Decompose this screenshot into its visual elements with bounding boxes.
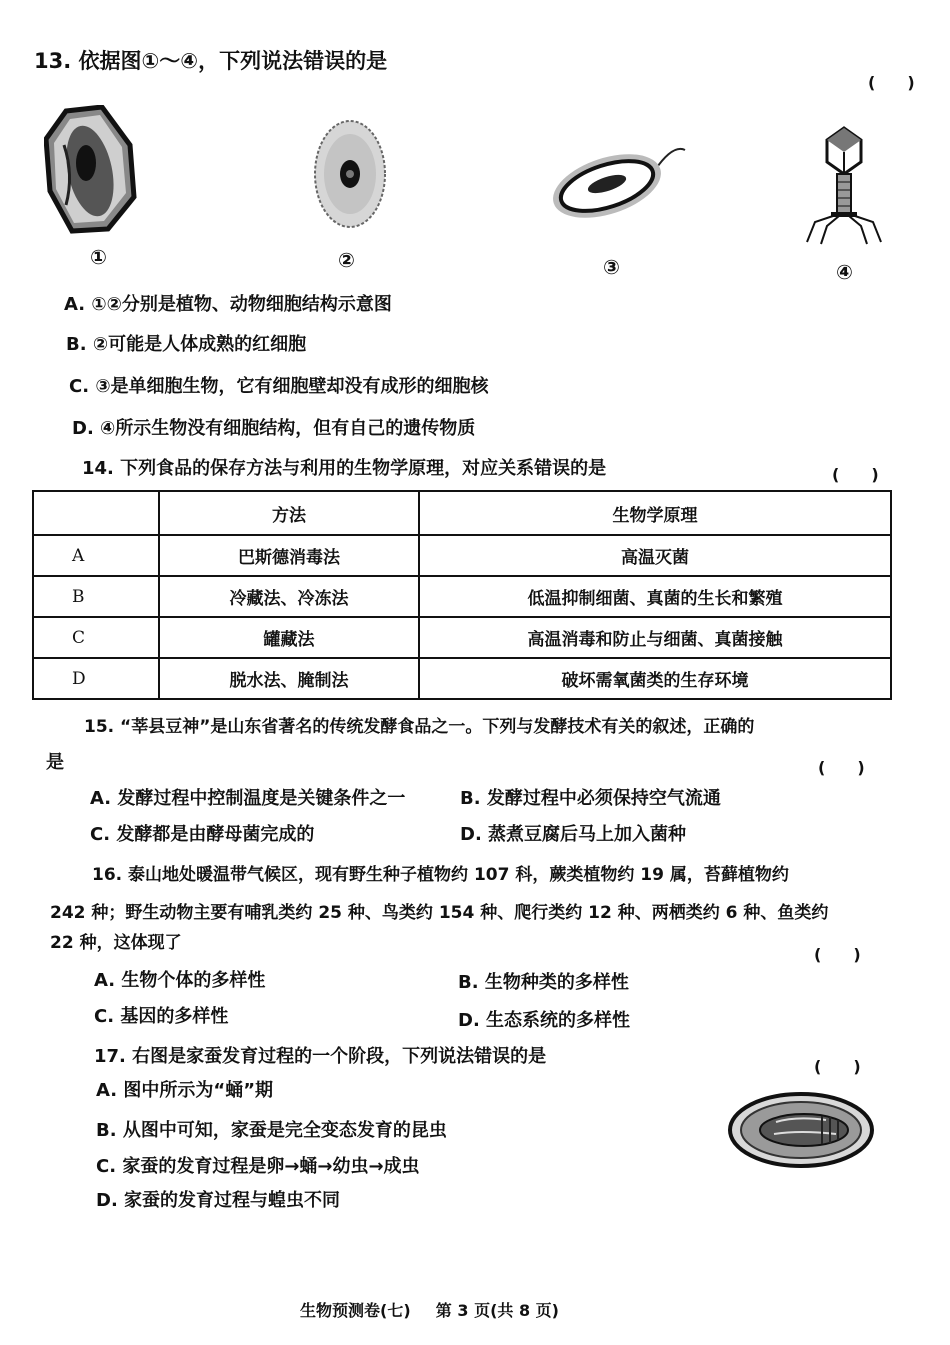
table-row [33,617,891,658]
q15-option-c: C. 发酵都是由酵母菌完成的 [90,824,315,845]
q16-option-b: B. 生物种类的多样性 [458,972,629,993]
preservation-table [32,490,892,700]
table-cell-key: A [33,535,159,576]
q15-answer-paren: ( ) [818,758,865,777]
q17-option-d: D. 家蚕的发育过程与蝗虫不同 [96,1190,341,1211]
table-cell-method: 脱水法、腌制法 [159,658,419,699]
table-header-method: 方法 [159,491,419,535]
footer-title: 生物预测卷(七) [300,1301,411,1320]
table-cell-key: C [33,617,159,658]
q17-option-c: C. 家蚕的发育过程是卵→蛹→幼虫→成虫 [96,1156,420,1177]
q17-stem: 17. 右图是家蚕发育过程的一个阶段，下列说法错误的是 [94,1046,547,1067]
table-cell-principle: 破坏需氧菌类的生存环境 [419,658,891,699]
footer-page-number: 第 3 页(共 8 页) [435,1301,559,1320]
q16-option-d: D. 生态系统的多样性 [458,1010,631,1031]
q15-option-b: B. 发酵过程中必须保持空气流通 [460,788,721,809]
q15-option-d: D. 蒸煮豆腐后马上加入菌种 [460,824,687,845]
page-footer [300,1298,559,1321]
q17-answer-paren: ( ) [814,1057,861,1076]
table-row [33,658,891,699]
q15-stem-line-2: 是 [46,752,64,773]
q16-option-c: C. 基因的多样性 [94,1006,229,1027]
q16-stem-line-1: 16. 泰山地处暖温带气候区，现有野生种子植物约 107 科，蕨类植物约 19 属，苔藓植物约 [92,865,789,885]
table-header-row [33,491,891,535]
q16-answer-paren: ( ) [814,945,861,964]
q17-option-b: B. 从图中可知，家蚕是完全变态发育的昆虫 [96,1120,447,1141]
q14-answer-paren: ( ) [832,465,879,484]
table-cell-method: 冷藏法、冷冻法 [159,576,419,617]
plant-cell-figure [44,105,140,235]
q16-stem-line-3: 22 种，这体现了 [50,933,182,953]
table-row [33,576,891,617]
figure-label-1: ① [90,245,107,269]
silkworm-pupa-figure [726,1090,876,1170]
q13-option-b: B. ②可能是人体成熟的红细胞 [66,334,307,355]
table-cell-method: 罐藏法 [159,617,419,658]
q13-option-a: A. ①②分别是植物、动物细胞结构示意图 [64,294,392,315]
table-header-principle: 生物学原理 [419,491,891,535]
table-cell-principle: 高温灭菌 [419,535,891,576]
table-cell-method: 巴斯德消毒法 [159,535,419,576]
q16-option-a: A. 生物个体的多样性 [94,970,266,991]
q14-stem: 14. 下列食品的保存方法与利用的生物学原理，对应关系错误的是 [82,458,607,479]
table-cell-principle: 低温抑制细菌、真菌的生长和繁殖 [419,576,891,617]
table-header-blank [33,491,159,535]
bacterium-figure [545,140,690,224]
q17-option-a: A. 图中所示为“蛹”期 [96,1080,274,1101]
q13-option-c: C. ③是单细胞生物，它有细胞壁却没有成形的细胞核 [69,376,489,397]
table-cell-key: B [33,576,159,617]
figure-label-3: ③ [603,255,620,279]
q13-answer-paren: ( ) [868,73,915,92]
figure-label-4: ④ [836,260,853,284]
bacteriophage-figure [803,126,885,248]
table-row [33,535,891,576]
table-cell-principle: 高温消毒和防止与细菌、真菌接触 [419,617,891,658]
q15-option-a: A. 发酵过程中控制温度是关键条件之一 [90,788,406,809]
q13-option-d: D. ④所示生物没有细胞结构，但有自己的遗传物质 [72,418,476,439]
figure-label-2: ② [338,248,355,272]
q13-stem: 13. 依据图①～④，下列说法错误的是 [34,49,388,73]
animal-cell-figure [312,118,388,230]
q15-stem-line-1: 15. “莘县豆神”是山东省著名的传统发酵食品之一。下列与发酵技术有关的叙述，正确的 [84,717,755,737]
q16-stem-line-2: 242 种；野生动物主要有哺乳类约 25 种、鸟类约 154 种、爬行类约 12 种、两栖类约 6 种、鱼类约 [50,903,829,923]
table-cell-key: D [33,658,159,699]
